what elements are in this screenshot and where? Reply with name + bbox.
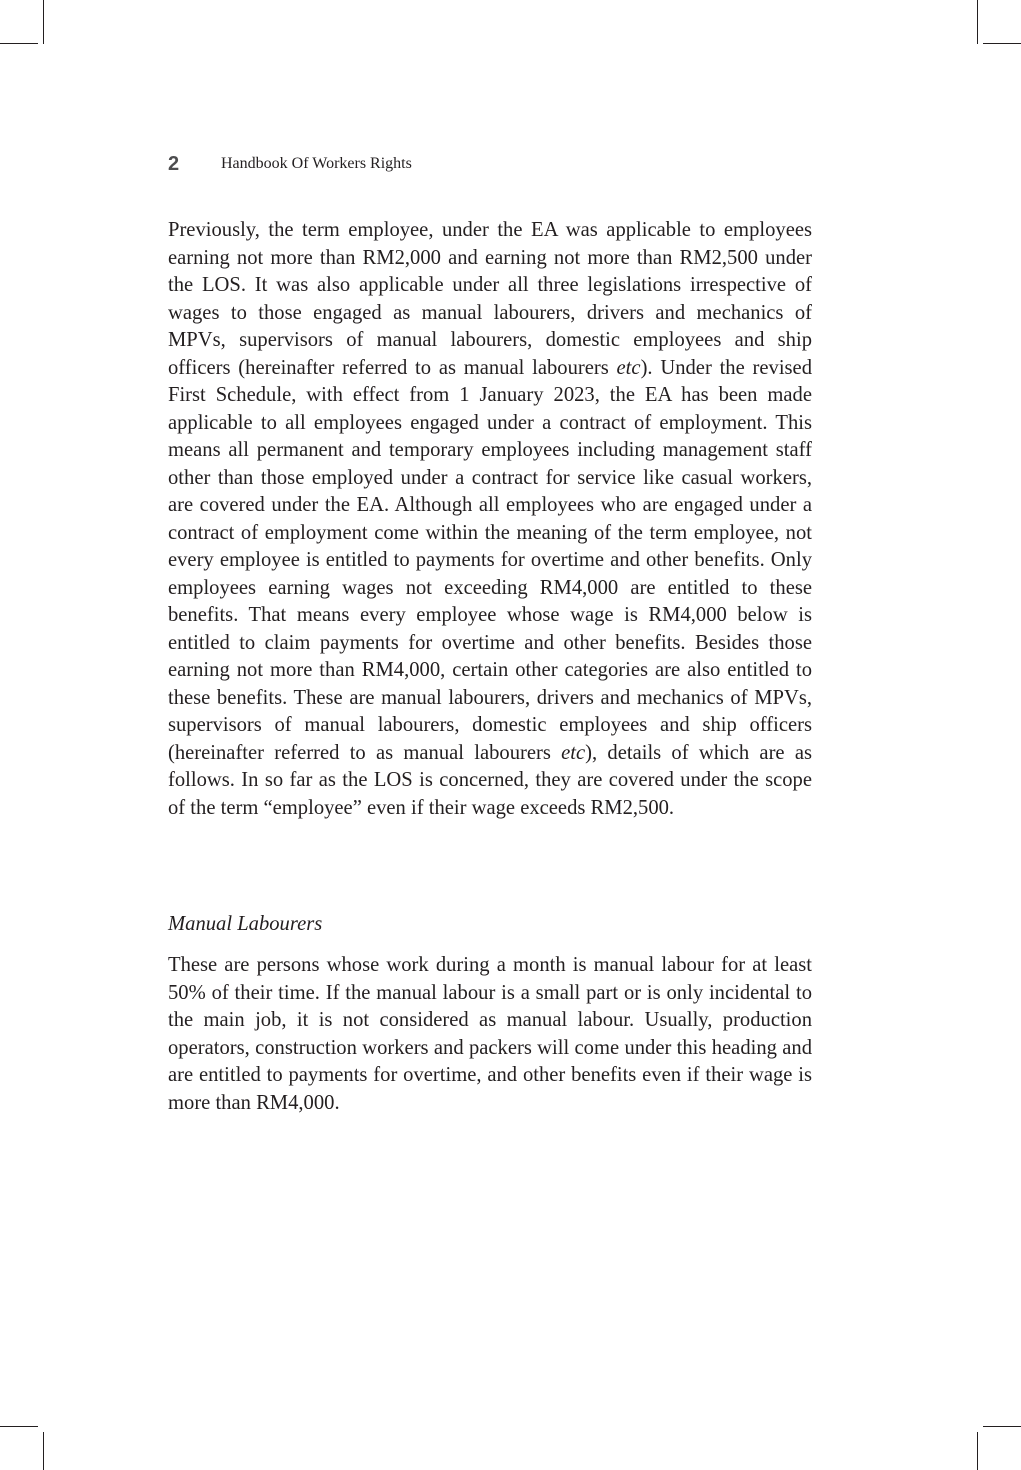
page-number: 2 bbox=[168, 152, 180, 175]
crop-mark-bottom-left-horizontal bbox=[0, 1426, 38, 1427]
crop-mark-top-left-horizontal bbox=[0, 43, 38, 44]
running-head bbox=[168, 150, 412, 178]
paragraph-1-part-2: ). Under the revised First Schedule, with effect from 1 January 2023, the EA has been made applicable to all employees engaged under a contract of employment. This means all permanent and temporary employees including management staff other than those employed under a contract for service like casual workers, are covered under the EA. Although all employees who are engaged under a contract of employment come within the meaning of the term employee, not every employee is entitled to payments for overtime and other benefits. Only employees earning wages not exceeding RM4,000 are entitled to these benefits. That means every employee whose wage is RM4,000 below is entitled to claim payments for overtime and other benefits. Besides those earning not more than RM4,000, certain other categories are also entitled to these benefits. These are manual labourers, drivers and mechanics of MPVs, supervisors of manual labourers, domestic employees and ship officers (hereinafter referred to as manual labourers bbox=[168, 356, 812, 764]
paragraph-1-italic-etc-2: etc bbox=[561, 741, 586, 764]
paragraph-1-part-3: ), details of which are as follows. In so far as the LOS is concerned, they are covered under the scope of the term “employee” even if their wage exceeds RM2,500. bbox=[168, 741, 812, 819]
running-title: Handbook Of Workers Rights bbox=[221, 155, 412, 172]
paragraph-2-text: These are persons whose work during a month is manual labour for at least 50% of their time. If the manual labour is a small part or is only incidental to the main job, it is not considered as manual labour. Usually, production operators, construction workers and packers will come under this heading and are entitled to payments for overtime, and other benefits even if their wage is more than RM4,000. bbox=[168, 954, 812, 1114]
section-heading: Manual Labourers bbox=[168, 913, 323, 935]
body-paragraph-2 bbox=[168, 952, 812, 1117]
paragraph-1-part-1: Previously, the term employee, under the EA was applicable to employees earning not more than RM2,000 and earning not more than RM2,500 under the LOS. It was also applicable under all three legislations irrespective of wages to those engaged as manual labourers, drivers and mechanics of MPVs, supervisors of manual labourers, domestic employees and ship officers (hereinafter referred to as manual labourers bbox=[168, 219, 812, 379]
paragraph-text bbox=[168, 217, 812, 822]
body-paragraph-1 bbox=[168, 217, 812, 822]
crop-mark-top-left-vertical bbox=[43, 0, 44, 44]
crop-mark-bottom-right-horizontal bbox=[983, 1426, 1021, 1427]
paragraph-1-italic-etc-1: etc bbox=[616, 356, 641, 379]
crop-mark-top-right-horizontal bbox=[983, 43, 1021, 44]
crop-mark-bottom-right-vertical bbox=[977, 1432, 978, 1470]
crop-mark-bottom-left-vertical bbox=[43, 1432, 44, 1470]
crop-mark-top-right-vertical bbox=[977, 0, 978, 44]
